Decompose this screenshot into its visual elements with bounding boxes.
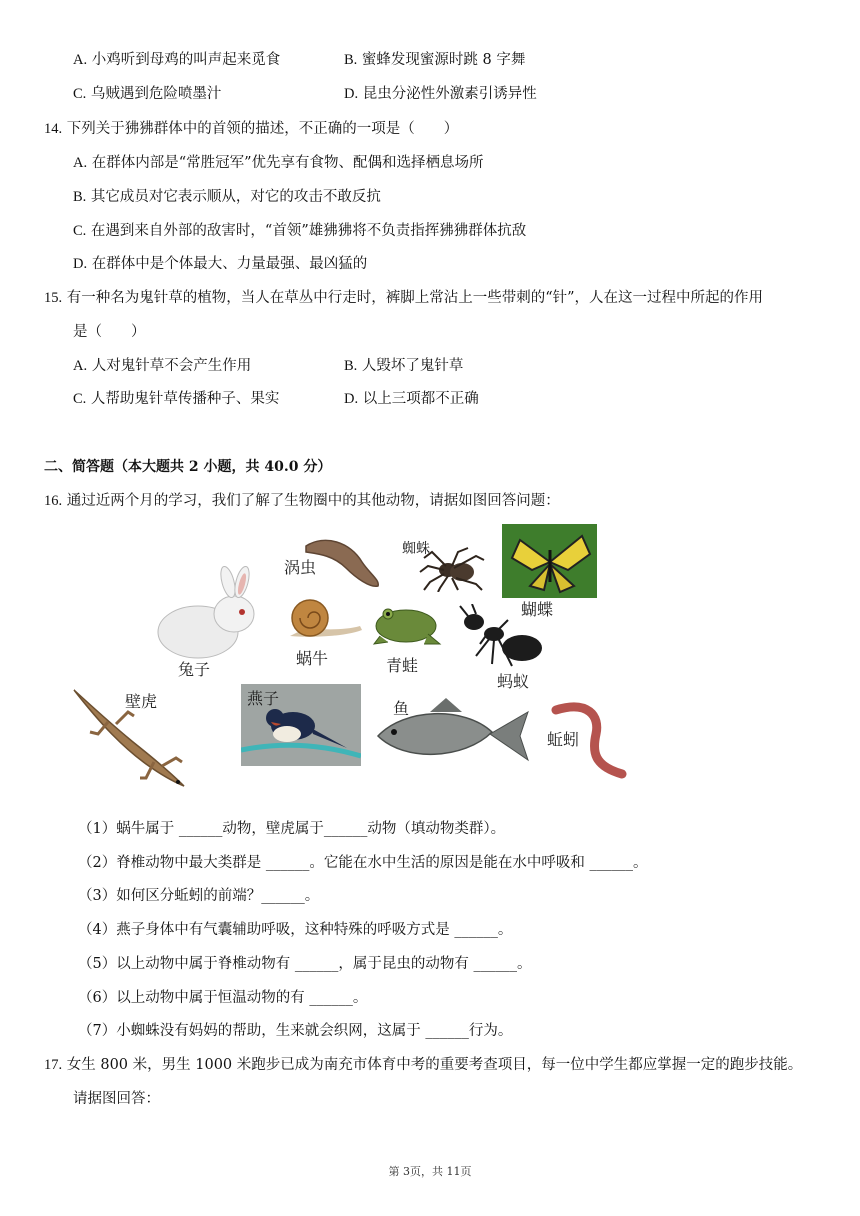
q15-option-c [73, 387, 279, 408]
option-text: 在遇到来自外部的敌害时，“首领”雄狒狒将不负责指挥狒狒群体抗敌 [90, 223, 527, 239]
option-text: 在群体中是个体最大、力量最强、最凶猛的 [91, 256, 368, 272]
q14-option-d [73, 252, 367, 273]
q14-stem [44, 117, 458, 138]
earthworm-image [548, 700, 628, 780]
q14-option-a [73, 151, 484, 172]
q14-option-b [73, 185, 381, 206]
q16-sub-4: （4）燕子身体中有气囊辅助呼吸，这种特殊的呼吸方式是 ______。 [78, 922, 513, 938]
option-text: 人毁坏了鬼针草 [361, 358, 464, 374]
q15-option-b [344, 354, 463, 375]
q15-stem [44, 286, 763, 307]
option-text: 小鸡听到母鸡的叫声起来觅食 [91, 52, 281, 68]
q16-sub-1: （1）蜗牛属于 ______动物，壁虎属于______动物（填动物类群）。 [78, 821, 506, 837]
rabbit-image [150, 566, 262, 662]
option-letter: A. [73, 52, 88, 68]
ant-image [456, 604, 548, 670]
option-letter: A. [73, 358, 88, 374]
swallow-label: 燕子 [247, 689, 280, 708]
q16-sub-6: （6）以上动物中属于恒温动物的有 ______。 [78, 990, 368, 1006]
q13-option-a [73, 48, 280, 69]
q16-sub-5: （5）以上动物中属于脊椎动物有 ______，属于昆虫的动物有 ______。 [78, 956, 532, 972]
q16-sub-2: （2）脊椎动物中最大类群是 ______。它能在水中生活的原因是能在水中呼吸和 ______。 [78, 855, 648, 871]
option-letter: B. [344, 52, 358, 68]
q17-stem [44, 1053, 802, 1074]
q13-option-b [344, 48, 525, 69]
spider-image [418, 544, 490, 592]
q13-option-d [344, 82, 537, 103]
spider-label: 蜘蛛 [402, 541, 430, 557]
question-number: 14. [44, 121, 63, 137]
option-text: 蜜蜂发现蜜源时跳 8 字舞 [361, 52, 526, 68]
option-letter: A. [73, 155, 88, 171]
q15-stem-continued: 是（ ） [73, 324, 146, 340]
option-text: 人帮助鬼针草传播种子、果实 [90, 391, 280, 407]
q14-option-c [73, 219, 526, 240]
q16-stem [44, 489, 560, 510]
option-text: 以上三项都不正确 [362, 391, 479, 407]
flatworm-label: 涡虫 [284, 558, 317, 577]
section-heading: 二、简答题（本大题共 2 小题，共 40.0 分） [44, 459, 332, 475]
q15-option-a [73, 354, 251, 375]
q17-stem-continued: 请据图回答： [73, 1091, 160, 1107]
option-text: 在群体内部是“常胜冠军”优先享有食物、配偶和选择栖息场所 [91, 155, 484, 171]
option-letter: D. [344, 391, 359, 407]
fish-image [374, 698, 532, 774]
question-text: 有一种名为鬼针草的植物，当人在草丛中行走时，裤脚上常沾上一些带刺的“针”，人在这一过程中所起的作用 [66, 290, 764, 306]
option-text: 人对鬼针草不会产生作用 [91, 358, 252, 374]
option-letter: D. [73, 256, 88, 272]
frog-label: 青蛙 [386, 656, 419, 675]
question-number: 16. [44, 493, 63, 509]
gecko-label: 壁虎 [125, 692, 158, 711]
question-text: 下列关于狒狒群体中的首领的描述，不正确的一项是（ ） [66, 121, 459, 137]
page-footer: 第 3页，共 11页 [388, 1165, 472, 1178]
option-letter: D. [344, 86, 359, 102]
snail-label: 蜗牛 [296, 649, 329, 668]
option-letter: C. [73, 391, 87, 407]
question-text: 女生 800 米，男生 1000 米跑步已成为南充市体育中考的重要考查项目，每一位中学生都应掌握一定的跑步技能。 [66, 1057, 803, 1073]
q15-option-d [344, 387, 479, 408]
butterfly-label: 蝴蝶 [521, 600, 554, 619]
option-text: 昆虫分泌性外激素引诱异性 [362, 86, 537, 102]
option-text: 其它成员对它表示顺从，对它的攻击不敢反抗 [90, 189, 381, 205]
option-letter: B. [73, 189, 87, 205]
option-letter: C. [73, 86, 87, 102]
ant-label: 蚂蚁 [497, 672, 530, 691]
rabbit-label: 兔子 [178, 660, 211, 679]
question-number: 17. [44, 1057, 63, 1073]
butterfly-image [502, 524, 597, 598]
option-text: 乌贼遇到危险喷墨汁 [90, 86, 222, 102]
option-letter: B. [344, 358, 358, 374]
frog-image [370, 600, 444, 648]
q16-sub-3: （3）如何区分蚯蚓的前端？______。 [78, 888, 320, 904]
q16-sub-7: （7）小蜘蛛没有妈妈的帮助，生来就会织网，这属于 ______行为。 [78, 1023, 513, 1039]
earthworm-label: 蚯蚓 [547, 730, 580, 749]
question-number: 15. [44, 290, 63, 306]
snail-image [286, 598, 366, 644]
option-letter: C. [73, 223, 87, 239]
question-text: 通过近两个月的学习，我们了解了生物圈中的其他动物，请据如图回答问题： [66, 493, 560, 509]
q13-option-c [73, 82, 221, 103]
fish-label: 鱼 [393, 699, 410, 718]
